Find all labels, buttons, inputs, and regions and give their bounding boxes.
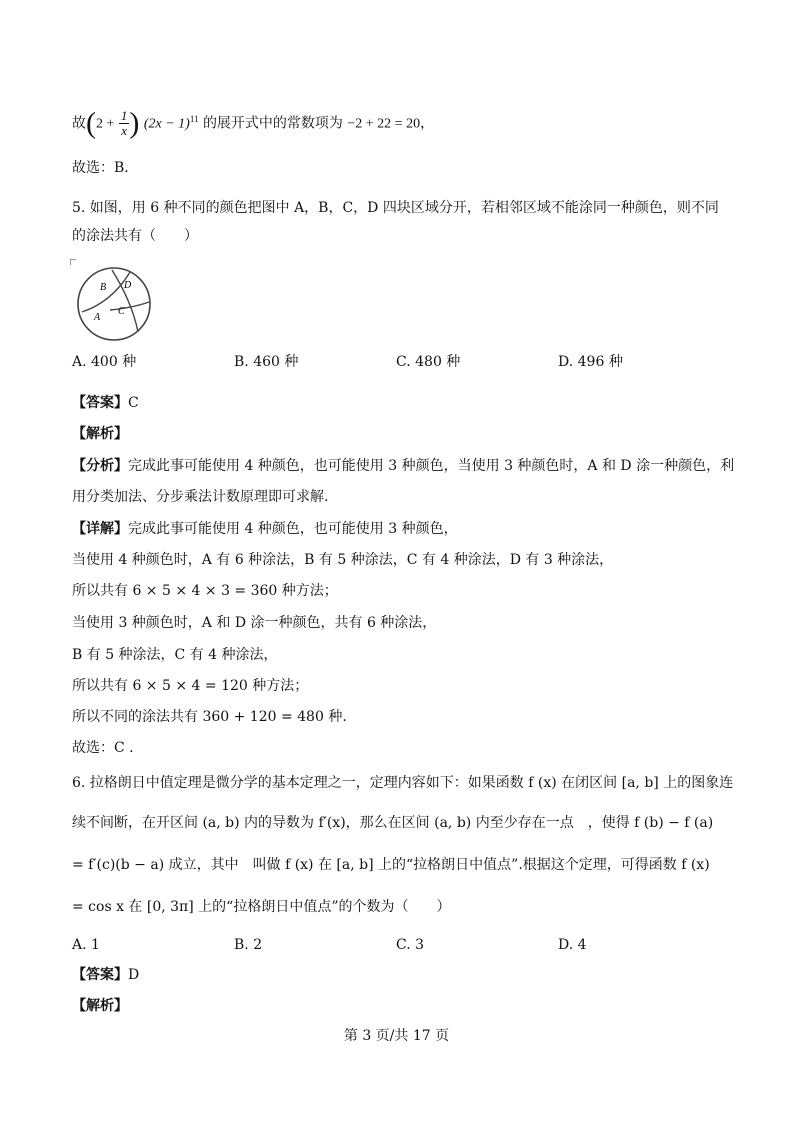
figure-corner-mark bbox=[70, 259, 76, 265]
left-paren: ( bbox=[86, 106, 96, 140]
analysis-tag: 【解析】 bbox=[72, 998, 128, 1014]
option-label: C. bbox=[396, 937, 411, 953]
q6-option-a bbox=[72, 935, 100, 955]
option-text: 496 种 bbox=[577, 354, 623, 370]
q5-choice: 故选：C . bbox=[72, 740, 134, 756]
page-footer: 第 3 页/共 17 页 bbox=[343, 1028, 450, 1044]
q5-option-b bbox=[234, 352, 298, 372]
q5-option-a bbox=[72, 352, 136, 372]
q6-option-b bbox=[234, 935, 262, 955]
xiangjie-tag: 【详解】 bbox=[72, 521, 128, 537]
option-text: 2 bbox=[253, 937, 263, 953]
power-exponent: 11 bbox=[189, 114, 199, 124]
option-text: 4 bbox=[577, 937, 587, 953]
middle-text: 的展开式中的常数项为 bbox=[202, 115, 343, 132]
q6-option-c bbox=[396, 935, 424, 955]
option-label: B. bbox=[234, 354, 249, 370]
constant-term-conclusion bbox=[72, 102, 435, 140]
q5-solution-line: 所以共有 6 × 5 × 4 × 3 = 360 种方法； bbox=[72, 583, 338, 599]
analysis-tag: 【解析】 bbox=[72, 426, 128, 442]
q5-region-figure bbox=[72, 262, 154, 344]
q6-analysis-heading bbox=[72, 996, 128, 1016]
option-label: A. bbox=[72, 354, 87, 370]
top-choice: 故选：B. bbox=[72, 160, 129, 176]
xiangjie-text: 完成此事可能使用 4 种颜色，也可能使用 3 种颜色， bbox=[128, 521, 458, 537]
right-paren: ) bbox=[129, 106, 140, 140]
constant-result: −2 + 22 = 20 bbox=[347, 116, 421, 132]
tail-comma: ， bbox=[420, 115, 435, 132]
answer-tag: 【答案】 bbox=[72, 395, 128, 411]
q6-stem-line2: 续不间断，在开区间 (a, b) 内的导数为 f′(x)，那么在区间 (a, b) 内至少存在一点 ，使得 f (b) − f (a) bbox=[72, 815, 714, 831]
answer-value: C bbox=[128, 395, 139, 411]
const-two: 2 + bbox=[96, 116, 115, 132]
factor-expression: (2x − 1) bbox=[143, 116, 190, 132]
q5-fenxi-line2: 用分类加法、分步乘法计数原理即可求解. bbox=[72, 489, 329, 505]
q5-solution-line: 所以不同的涂法共有 360 + 120 = 480 种. bbox=[72, 709, 347, 725]
option-text: 400 种 bbox=[91, 354, 137, 370]
option-text: 1 bbox=[91, 937, 100, 953]
q5-stem-line2: 的涂法共有（ ） bbox=[72, 228, 198, 244]
q6-answer bbox=[72, 965, 139, 985]
q5-option-c bbox=[396, 352, 460, 372]
q5-stem-line1: 5. 如图，用 6 种不同的颜色把图中 A，B，C，D 四块区域分开，若相邻区域不能涂同一种颜色，则不同 bbox=[72, 200, 719, 216]
answer-value: D bbox=[128, 967, 140, 983]
expr-prefix: 故 bbox=[72, 115, 86, 132]
q6-option-d bbox=[558, 935, 587, 955]
option-text: 480 种 bbox=[415, 354, 461, 370]
option-text: 460 种 bbox=[253, 354, 299, 370]
label-b: B bbox=[100, 282, 107, 293]
q5-option-d bbox=[558, 352, 623, 372]
frac-numerator: 1 bbox=[120, 108, 128, 124]
fraction-one-over-x bbox=[119, 109, 130, 138]
label-a: A bbox=[94, 312, 101, 323]
q5-fenxi-line1 bbox=[72, 456, 734, 476]
option-label: D. bbox=[558, 354, 574, 370]
q6-stem-line4: = cos x 在 [0, 3π] 上的“拉格朗日中值点”的个数为（ ） bbox=[72, 899, 451, 915]
q5-solution-line: 当使用 4 种颜色时，A 有 6 种涂法，B 有 5 种涂法，C 有 4 种涂法，D 有 3 种涂法， bbox=[72, 552, 614, 568]
option-text: 3 bbox=[415, 937, 425, 953]
q5-solution-line: 当使用 3 种颜色时，A 和 D 涂一种颜色，共有 6 种涂法， bbox=[72, 615, 437, 631]
option-label: B. bbox=[234, 937, 249, 953]
answer-tag: 【答案】 bbox=[72, 967, 128, 983]
fenxi-tag: 【分析】 bbox=[72, 458, 128, 474]
q6-stem-line3: = f′(c)(b − a) 成立，其中 叫做 f (x) 在 [a, b] 上的“拉格朗日中值点”.根据这个定理，可得函数 f (x) bbox=[72, 857, 710, 873]
q5-xiangjie-line1 bbox=[72, 519, 458, 539]
outer-circle bbox=[78, 268, 150, 340]
option-label: C. bbox=[396, 354, 411, 370]
option-label: A. bbox=[72, 937, 87, 953]
q5-solution-line: B 有 5 种涂法，C 有 4 种涂法， bbox=[72, 647, 278, 663]
q5-answer bbox=[72, 393, 139, 413]
label-d: D bbox=[124, 280, 132, 291]
q5-analysis-heading bbox=[72, 424, 128, 444]
fenxi-text: 完成此事可能使用 4 种颜色，也可能使用 3 种颜色，当使用 3 种颜色时，A 和 D 涂一种颜色，利 bbox=[128, 458, 735, 474]
q6-stem-line1: 6. 拉格朗日中值定理是微分学的基本定理之一，定理内容如下：如果函数 f (x) 在闭区间 [a, b] 上的图象连 bbox=[72, 775, 734, 791]
q5-solution-line: 所以共有 6 × 5 × 4 = 120 种方法； bbox=[72, 678, 309, 694]
option-label: D. bbox=[558, 937, 574, 953]
frac-denominator: x bbox=[121, 123, 127, 139]
label-c: C bbox=[118, 306, 125, 317]
